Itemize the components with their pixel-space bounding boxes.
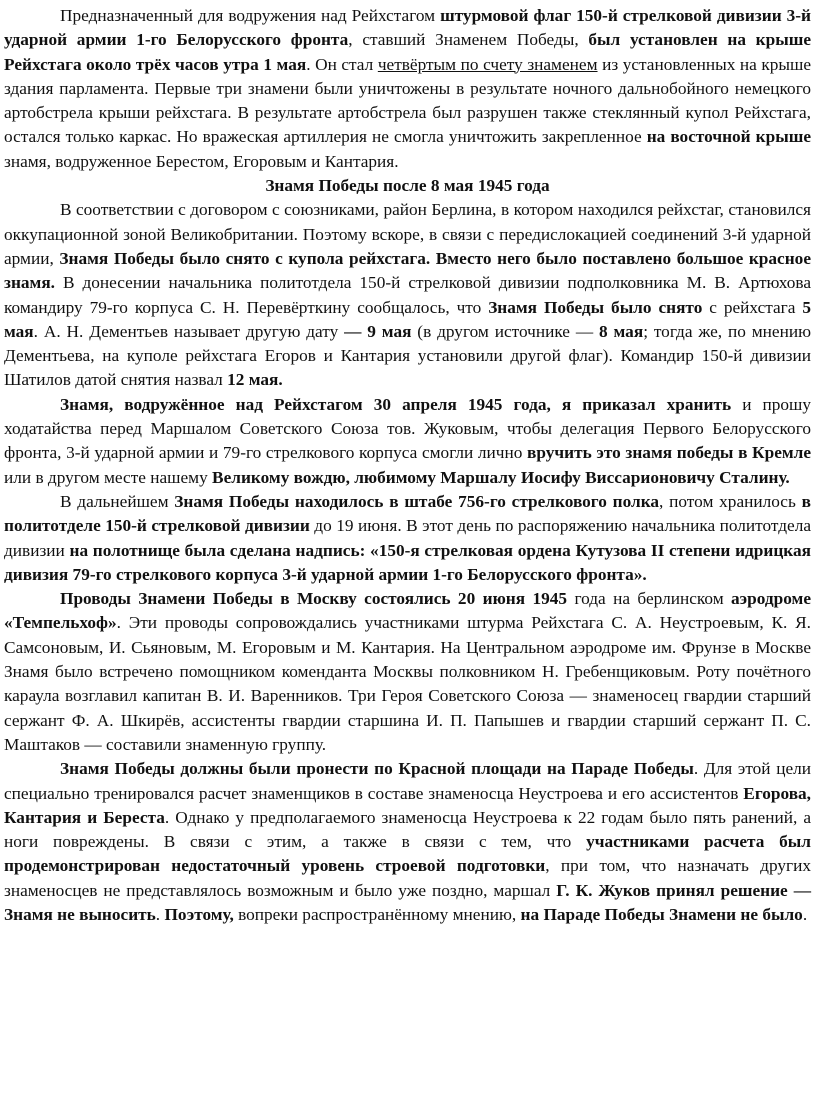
text-run: . Он стал [306,54,378,74]
bold-text: — 9 мая [344,321,412,341]
bold-text: Поэтому, [164,904,234,924]
bold-text: участниками расчета был продемонстрирован недостаточный уровень строевой подготовки [4,832,811,876]
text-run: вопреки распространённому мнению, [233,904,521,924]
text-run: В дальнейшем [60,491,175,511]
text-run: В соответствии с договором с союзниками, район Берлина, в котором находился рейхстаг, становился оккупационной зоной Великобритании. Поэтому вскоре, в связи с передислокацией соединений 3-й ударной армии, [4,200,811,268]
text-run: В донесении начальника политотдела 150-й стрелковой дивизии подполковника М. В. Артюхова командиру 79-го корпуса С. Н. Перевёрткину сообщалось, что [4,273,811,317]
bold-text: на восточной крыше [646,127,812,147]
underlined-text: четвёртым по счету знаменем [377,54,598,74]
text-run: . Для этой цели специально тренировался расчет знаменщиков в составе знаменосца Неустроева и его ассистентов [4,759,811,803]
paragraph-victory-parade [4,757,811,927]
text-run: с рейхстага [702,297,803,317]
bold-text: штурмовой флаг 150-й стрелковой дивизии 3-й ударной армии 1-го Белорусского фронта [4,6,811,50]
paragraph-flag-installation [4,4,811,174]
bold-text: Великому вождю, любимому Маршалу Иосифу Виссарионовичу Сталину. [212,467,790,487]
paragraph-moscow-sendoff [4,587,811,757]
text-run: , ставший Знаменем Победы, [348,30,589,50]
bold-text: аэродроме «Темпельхоф» [4,589,811,633]
text-run: до 19 июня. В этот день по распоряжению начальника политотдела дивизии [4,516,811,560]
text-run: , при том, что назначать других знаменосцев не представлялось возможным и было уже поздно, маршал [4,856,811,900]
text-run: . Эти проводы сопровождались участниками штурма Рейхстага С. А. Неустроевым, К. Я. Самсоновым, И. Сьяновым, М. Егоровым и М. Кантария. На Центральном аэродроме им. Фрунзе в Москве Знамя было встречено помощником коменданта Москвы полковником Н. Гребенщиковым. Роту почётного караула возглавил капитан В. И. Варенников. Три Героя Советского Союза — знаменосец гвардии старший сержант Ф. А. Шкирёв, ассистенты гвардии старшина И. П. Папышев и гвардии старший сержант П. С. Маштаков — составили знаменную группу. [4,613,811,754]
bold-text: на Параде Победы Знамени не было [520,904,803,924]
bold-text: Егорова, Кантария и Береста [4,783,811,827]
bold-text: Знамя Победы находилось в штабе 756-го стрелкового полка [174,491,660,511]
text-run: и прошу ходатайства перед Маршалом Советского Союза тов. Жуковым, чтобы делегация Первого Белорусского фронта, 3-й ударной армии и 79-го стрелкового корпуса смогли лично [4,394,811,463]
text-run: года на берлинском [567,589,732,609]
heading-text: Знамя Победы после 8 мая 1945 года [265,176,550,196]
paragraph-occupation-zone [4,198,811,392]
text-run: . А. Н. Дементьев называет другую дату [33,321,345,341]
text-run: . Однако у предполагаемого знаменосца Неустроева к 22 годам было пять ранений, а ноги повреждены. В связи с этим, а также в связи с тем, что [4,807,811,852]
bold-text: Знамя Победы было снято с купола рейхстага. Вместо него было поставлено большое красное знамя. [4,248,811,293]
bold-text: Знамя, водружённое над Рейхстагом 30 апреля 1945 года, я приказал хранить [60,394,732,414]
text-run: из установленных на крыше здания парламента. Первые три знамени были уничтожены в результате ночного дальнобойного немецкого артобстрела крыши рейхстага. В результате артобстрела был разрушен также стеклянный купол Рейхстага, остался только каркас. Но вражеская артиллерия не смогла уничтожить закрепленное [4,54,812,147]
bold-text: 12 мая. [227,370,283,390]
bold-text: Знамя Победы было снято [488,297,703,317]
bold-text: 5 мая [4,297,812,341]
bold-text: на полотнище была сделана надпись: «150-я стрелковая ордена Кутузова II степени идрицкая дивизия 79-го стрелкового корпуса 3-й ударной армии 1-го Белорусского фронта». [4,540,811,584]
bold-text: Г. К. Жуков принял решение — Знамя не выносить [4,880,811,924]
text-run: . [802,904,808,924]
paragraph-order-quote [4,393,811,490]
text-run: . [155,904,165,924]
paragraph-banner-inscription [4,490,811,587]
text-run: Предназначенный для водружения над Рейхстагом [60,6,441,25]
text-run: знамя, водруженное Берестом, Егоровым и Кантария. [4,151,399,171]
bold-text: Знамя Победы должны были пронести по Красной площади на Параде Победы [60,759,694,779]
bold-text: был установлен на крыше Рейхстага около трёх часов утра 1 мая [4,30,811,74]
text-run: (в другом источнике — [411,321,600,341]
text-run: ; тогда же, по мнению Дементьева, на куполе рейхстага Егоров и Кантария установили другой флаг). Командир 150-й дивизии Шатилов датой снятия назвал [4,321,811,390]
bold-text: вручить это знамя победы в Кремле [527,443,811,463]
section-heading [4,174,811,198]
bold-text: Проводы Знамени Победы в Москву состоялись 20 июня 1945 [60,589,568,609]
bold-text: в политотделе 150-й стрелковой дивизии [4,491,811,536]
text-run: или в другом месте нашему [4,467,213,487]
bold-text: 8 мая [599,321,644,341]
text-run: , потом хранилось [659,491,802,511]
